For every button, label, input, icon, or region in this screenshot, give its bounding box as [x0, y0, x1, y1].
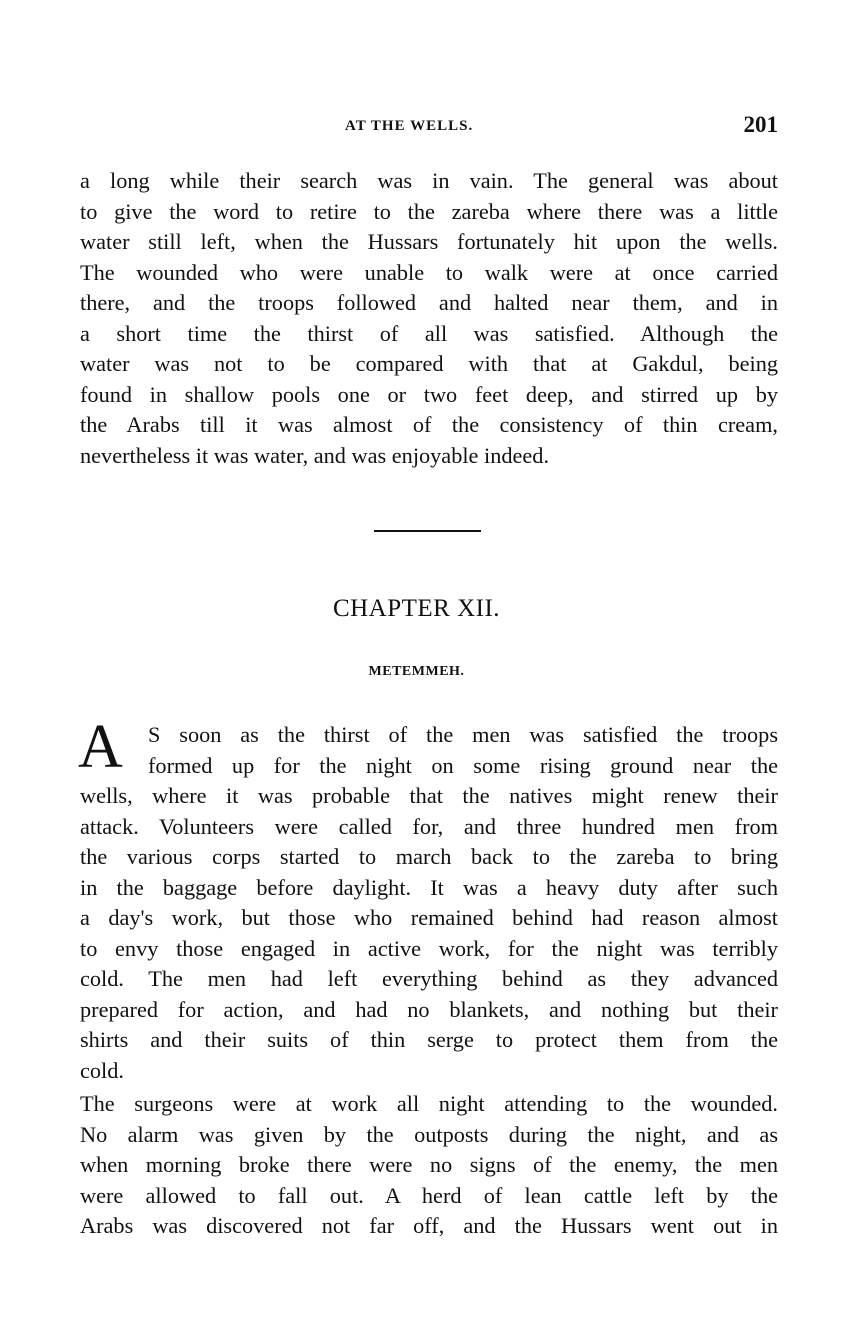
text-line: to envy those engaged in active work, for the night was terribly — [80, 935, 778, 961]
text-line: a long while their search was in vain. The general was about — [80, 168, 778, 193]
text-line: Arabs was discovered not far off, and the Hussars went out in — [80, 1213, 778, 1238]
text-line: the Arabs till it was almost of the consistency of thin cream, — [80, 412, 778, 437]
text-line: to give the word to retire to the zareba where there was a little — [80, 198, 778, 224]
text-line: water still left, when the Hussars fortunately hit upon the wells. — [80, 229, 778, 254]
page-number: 201 — [743, 112, 778, 137]
text-line: prepared for action, and had no blankets, and nothing but their — [80, 996, 778, 1022]
running-title: AT THE WELLS. — [345, 118, 474, 134]
chapter-heading: CHAPTER XII. — [332, 595, 501, 622]
text-line: when morning broke there were no signs of the enemy, the men — [80, 1152, 778, 1177]
running-head — [80, 112, 778, 142]
text-line: were allowed to fall out. A herd of lean cattle left by the — [80, 1182, 778, 1208]
text-line: formed up for the night on some rising ground near the — [148, 752, 778, 778]
text-line: nevertheless it was water, and was enjoyable indeed. — [80, 442, 550, 468]
drop-cap: A — [78, 713, 123, 781]
paragraph-2 — [80, 781, 778, 1086]
text-line: in the baggage before daylight. It was a heavy duty after such — [80, 874, 778, 900]
text-line: found in shallow pools one or two feet deep, and stirred up by — [80, 381, 778, 407]
text-line: a day's work, but those who remained behind had reason almost — [80, 905, 778, 930]
text-line: there, and the troops followed and halted near them, and in — [80, 290, 778, 315]
text-line: a short time the thirst of all was satisfied. Although the — [80, 320, 778, 346]
text-line: the various corps started to march back to the zareba to bring — [80, 844, 778, 869]
paragraph-3 — [80, 1089, 778, 1242]
text-line: shirts and their suits of thin serge to protect them from the — [80, 1027, 778, 1052]
text-line: cold. The men had left everything behind as they advanced — [80, 966, 778, 991]
paragraph-2-indented — [148, 720, 778, 781]
chapter-subtitle: METEMMEH. — [368, 664, 465, 679]
text-line: The surgeons were at work all night attending to the wounded. — [80, 1091, 778, 1116]
text-line: The wounded who were unable to walk were at once carried — [80, 259, 778, 285]
text-line: S soon as the thirst of the men was satisfied the troops — [148, 722, 778, 747]
text-line: attack. Volunteers were called for, and three hundred men from — [80, 813, 778, 839]
text-line: wells, where it was probable that the natives might renew their — [80, 783, 778, 808]
text-line: No alarm was given by the outposts during the night, and as — [80, 1121, 778, 1147]
paragraph-1 — [80, 166, 778, 471]
text-line: cold. — [80, 1057, 124, 1083]
text-line: water was not to be compared with that at Gakdul, being — [80, 351, 778, 376]
section-divider — [374, 530, 481, 532]
